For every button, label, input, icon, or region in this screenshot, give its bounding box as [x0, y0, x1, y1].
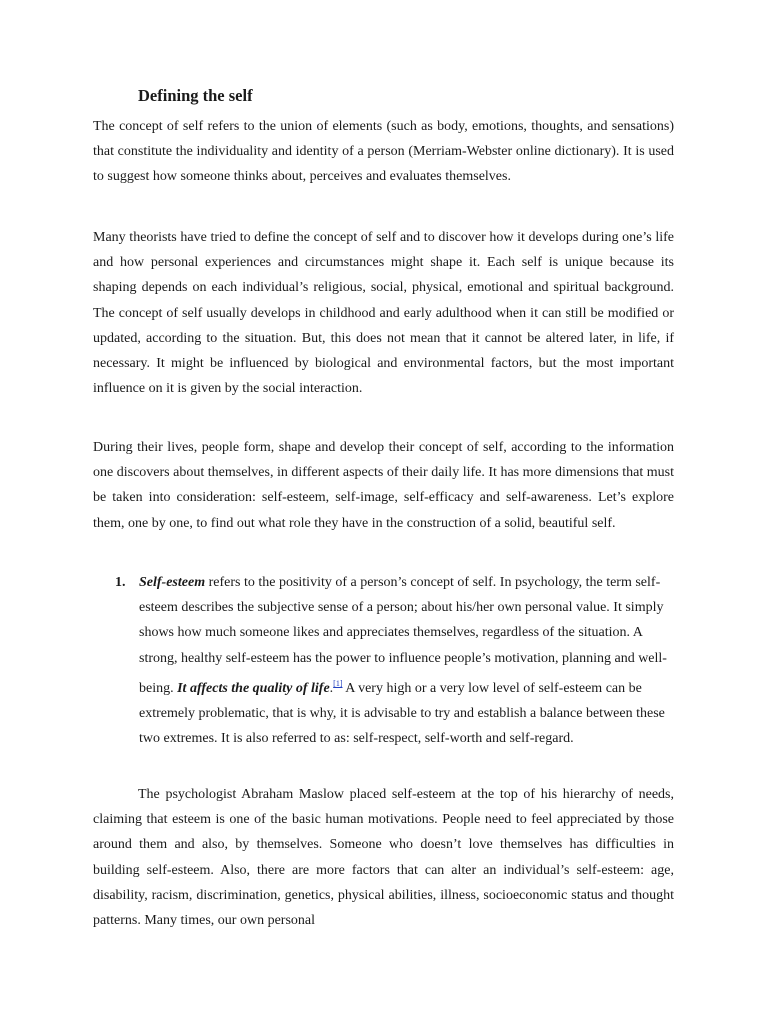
emphasis-quality-of-life: It affects the quality of life — [177, 680, 330, 696]
list-text-part-c: A very high or a very low level of self-esteem can be extremely problematic, that is why, it is advisable to try and establish a balance between these two extremes. It is also referred to as: self-respect, self-worth and self-regard. — [139, 680, 665, 747]
list-item-number: 1. — [115, 575, 126, 590]
list-text-part-b: . — [329, 680, 334, 696]
dimensions-list — [93, 570, 674, 751]
list-item-text — [139, 570, 674, 751]
list-text-part-a: refers to the positivity of a person’s concept of self. In psychology, the term self-esteem describes the subjective sense of a person; about his/her own personal value. It simply shows how much someone likes and appreciates themselves, regardless of the situation. A strong, healthy self-esteem has the power to influence people’s motivation, planning and well-being. — [139, 575, 667, 696]
paragraph-dimensions: During their lives, people form, shape and develop their concept of self, according to the information one discovers about themselves, in different aspects of their daily life. It has more dimensions that must be taken into consideration: self-esteem, self-image, self-efficacy and self-awareness. Let’s explore them, one by one, to find out what role they have in the construction of a solid, beautiful self. — [93, 440, 674, 531]
footnote-link[interactable]: [1] — [333, 678, 343, 688]
paragraph-theorists: Many theorists have tried to define the concept of self and to discover how it develops during one’s life and how personal experiences and circumstances might shape it. Each self is unique because its shaping depends on each individual’s religious, social, physical, emotional and spiritual background. The concept of self usually develops in childhood and early adulthood when it can still be modified or updated, according to the situation. But, this does not mean that it cannot be altered later, in life, if necessary. It might be influenced by biological and environmental factors, but the most important influence on it is given by the social interaction. — [93, 230, 674, 397]
paragraph-maslow: The psychologist Abraham Maslow placed self-esteem at the top of his hierarchy of needs, claiming that esteem is one of the basic human motivations. People need to feel appreciated by those around them and also, by themselves. Someone who doesn’t love themselves has difficulties in building self-esteem. Also, there are more factors that can alter an individual’s self-esteem: age, disability, racism, discrimination, genetics, physical abilities, illness, socioeconomic status and thought patterns. Many times, our own personal — [93, 787, 674, 929]
term-self-esteem: Self-esteem — [139, 575, 206, 590]
page-title: Defining the self — [138, 86, 253, 105]
paragraph-definition: The concept of self refers to the union of elements (such as body, emotions, thoughts, and sensations) that constitute the individuality and identity of a person (Merriam-Webster online dictionary). It is used to suggest how someone thinks about, perceives and evaluates themselves. — [93, 119, 674, 185]
list-item-self-esteem — [93, 570, 674, 751]
